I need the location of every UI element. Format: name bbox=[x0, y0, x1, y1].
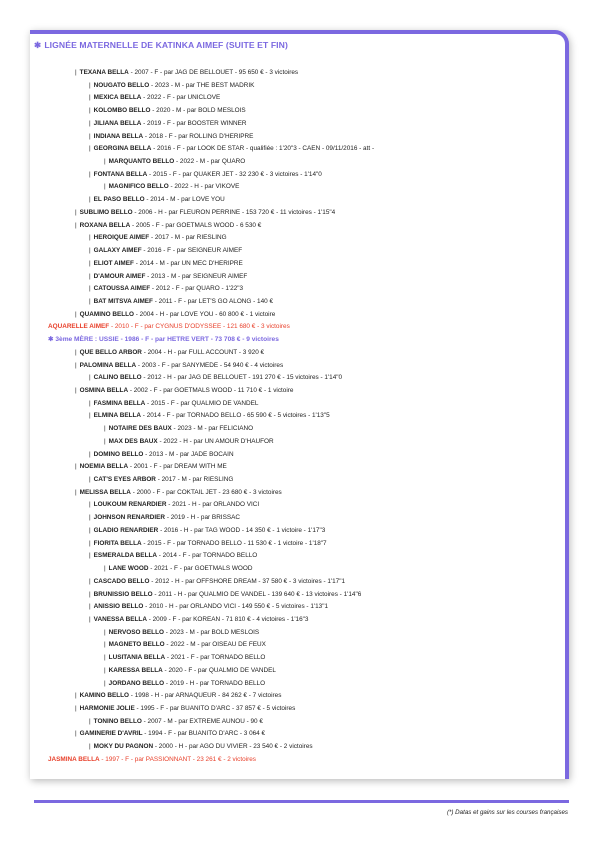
horse-name: MEXICA BELLA bbox=[93, 94, 142, 102]
list-item bbox=[89, 576, 345, 588]
list-item bbox=[89, 258, 243, 270]
horse-details: - 2019 - H - par TORNADO BELLO bbox=[164, 679, 266, 687]
horse-name: LOUKOUM RENARDIER bbox=[93, 501, 167, 509]
list-item bbox=[89, 538, 327, 550]
list-item bbox=[89, 232, 227, 244]
list-item bbox=[104, 652, 265, 664]
list-item bbox=[89, 410, 330, 422]
horse-details: - 2017 - M - par RIESLING bbox=[149, 234, 227, 242]
list-item bbox=[104, 423, 253, 435]
horse-details: - 2009 - F - par KOREAN - 71 810 € - 4 victoires - 1'16"3 bbox=[146, 615, 309, 623]
horse-name: MOKY DU PAGNON bbox=[93, 743, 154, 751]
horse-details: - 2022 - H - par VIKOVE bbox=[168, 183, 240, 191]
horse-name: NOTAIRE DES BAUX bbox=[108, 425, 172, 433]
horse-details: - 2000 - H - par AGO DU VIVIER - 23 540 € - 2 victoires bbox=[153, 743, 313, 751]
dam-entry bbox=[48, 754, 256, 766]
tree-branch-icon: | bbox=[75, 730, 77, 738]
tree-branch-icon: | bbox=[89, 590, 91, 598]
horse-details: - 2000 - F - par COKTAIL JET - 23 680 € - 3 victoires bbox=[130, 488, 282, 496]
tree-branch-icon: | bbox=[104, 158, 106, 166]
list-item bbox=[89, 169, 322, 181]
horse-name: ELMINA BELLA bbox=[93, 412, 142, 420]
list-item bbox=[89, 499, 259, 511]
horse-name: CATOUSSA AIMEF bbox=[93, 285, 151, 293]
horse-details: - 2012 - H - par JAG DE BELLOUET - 191 270 € - 15 victoires - 1'14"0 bbox=[141, 374, 343, 382]
horse-name: MAGNETO BELLO bbox=[108, 641, 165, 649]
list-item bbox=[89, 525, 325, 537]
horse-details: - 2020 - M - par BOLD MESLOIS bbox=[150, 107, 246, 115]
tree-branch-icon: | bbox=[89, 259, 91, 267]
horse-details: - 2023 - M - par BOLD MESLOIS bbox=[163, 628, 260, 636]
horse-name: GLADIO RENARDIER bbox=[93, 526, 159, 534]
horse-details: - 2007 - F - par JAG DE BELLOUET - 95 650 € - 3 victoires bbox=[128, 69, 299, 76]
tree-branch-icon: | bbox=[89, 234, 91, 242]
list-item bbox=[75, 487, 282, 499]
tree-branch-icon: | bbox=[104, 425, 106, 433]
horse-details: - 1997 - F - par PASSIONNANT - 23 261 € - 2 victoires bbox=[99, 755, 256, 763]
tree-branch-icon: | bbox=[89, 717, 91, 725]
horse-name: HEROIQUE AIMEF bbox=[93, 234, 150, 242]
list-item bbox=[89, 512, 240, 524]
horse-name: GAMINERIE D'AVRIL bbox=[79, 730, 143, 738]
tree-branch-icon: | bbox=[75, 310, 77, 318]
list-item bbox=[89, 283, 243, 295]
horse-name: MELISSA BELLA bbox=[79, 488, 131, 496]
horse-name: QUAMINO BELLO bbox=[79, 310, 134, 318]
list-item bbox=[89, 118, 246, 130]
tree-branch-icon: | bbox=[89, 132, 91, 140]
list-item bbox=[104, 665, 276, 677]
tree-branch-icon: | bbox=[89, 170, 91, 178]
horse-details: - 2015 - F - par TORNADO BELLO - 11 530 € - 1 victoire - 1'18"7 bbox=[141, 539, 327, 547]
horse-details: - 2022 - F - par UNICLOVE bbox=[141, 94, 221, 102]
list-item bbox=[89, 296, 273, 308]
tree-branch-icon: | bbox=[75, 208, 77, 216]
list-item bbox=[89, 589, 361, 601]
horse-details: - 2021 - H - par ORLANDO VICI bbox=[166, 501, 260, 509]
tree-branch-icon: | bbox=[89, 476, 91, 484]
horse-name: QUE BELLO ARBOR bbox=[79, 348, 142, 356]
horse-name: CASCADO BELLO bbox=[93, 577, 150, 585]
dam-entry bbox=[48, 321, 290, 333]
list-item bbox=[89, 143, 374, 155]
horse-name: JILIANA BELLA bbox=[93, 119, 142, 127]
horse-name: VANESSA BELLA bbox=[93, 615, 147, 623]
tree-branch-icon: | bbox=[89, 552, 91, 560]
horse-name: SUBLIMO BELLO bbox=[79, 208, 133, 216]
tree-branch-icon: | bbox=[104, 666, 106, 674]
horse-details: - 2016 - F - par SEIGNEUR AIMEF bbox=[141, 247, 243, 255]
tree-branch-icon: | bbox=[89, 119, 91, 127]
horse-details: - 2002 - F - par GOETMALS WOOD - 11 710 € - 1 victoire bbox=[128, 387, 294, 394]
horse-details: - 2010 - F - par CYGNUS D'ODYSSEE - 121 680 € - 3 victoires bbox=[109, 323, 290, 331]
horse-details: - 2017 - M - par RIESLING bbox=[155, 476, 234, 484]
tree-branch-icon: | bbox=[75, 387, 77, 394]
horse-details: - 2021 - F - par TORNADO BELLO bbox=[165, 654, 266, 662]
horse-name: FONTANA BELLA bbox=[93, 170, 148, 178]
horse-details: - 2018 - F - par ROLLING D'HERIPRE bbox=[143, 132, 254, 140]
horse-details: - 2001 - F - par DREAM WITH ME bbox=[128, 463, 227, 471]
tree-branch-icon: | bbox=[75, 488, 77, 496]
horse-details: - 2014 - F - par TORNADO BELLO - 65 590 € - 5 victoires - 1'13"5 bbox=[141, 412, 330, 420]
horse-details: - 2007 - M - par EXTREME AUNOU - 90 € bbox=[141, 717, 263, 725]
tree-branch-icon: | bbox=[89, 743, 91, 751]
tree-branch-icon: | bbox=[89, 514, 91, 522]
horse-name: MARQUANTO BELLO bbox=[108, 158, 175, 166]
horse-name: ANISSIO BELLO bbox=[93, 603, 144, 611]
tree-branch-icon: | bbox=[104, 679, 106, 687]
horse-name: NERVOSO BELLO bbox=[108, 628, 164, 636]
tree-branch-icon: | bbox=[89, 577, 91, 585]
horse-details: - 2021 - F - par GOETMALS WOOD bbox=[148, 565, 253, 573]
horse-name: BAT MITSVA AIMEF bbox=[93, 297, 153, 305]
star-icon: ✱ bbox=[34, 40, 42, 50]
horse-name: JASMINA BELLA bbox=[48, 755, 100, 763]
list-item bbox=[89, 105, 246, 117]
tree-branch-icon: | bbox=[89, 501, 91, 509]
tree-branch-icon: | bbox=[104, 628, 106, 636]
horse-details: - 2019 - F - par BOOSTER WINNER bbox=[141, 119, 247, 127]
list-item bbox=[89, 372, 342, 384]
section-title-text: LIGNÉE MATERNELLE DE KATINKA AIMEF (SUITE ET FIN) bbox=[44, 40, 288, 50]
list-item bbox=[75, 220, 261, 232]
horse-name: ELIOT AIMEF bbox=[93, 259, 134, 267]
list-item bbox=[104, 156, 245, 168]
horse-name: OSMINA BELLA bbox=[79, 387, 129, 394]
list-item bbox=[89, 741, 313, 753]
horse-details: - 2016 - F - par LOOK DE STAR - qualifiée : 1'20"3 - CAEN - 09/11/2016 - att - bbox=[151, 145, 375, 153]
list-item bbox=[89, 601, 328, 613]
horse-name: FASMINA BELLA bbox=[93, 399, 146, 407]
tree-branch-icon: | bbox=[75, 361, 77, 369]
list-item bbox=[75, 728, 265, 740]
horse-details: - 2016 - H - par TAG WOOD - 14 350 € - 1 victoire - 1'17"3 bbox=[158, 526, 326, 534]
list-item bbox=[75, 703, 295, 715]
horse-name: LANE WOOD bbox=[108, 565, 149, 573]
list-item bbox=[89, 245, 242, 257]
horse-details: - 1995 - F - par BUANITO D'ARC - 37 857 € - 5 victoires bbox=[134, 705, 296, 712]
horse-details: - 2015 - F - par QUAKER JET - 32 230 € - 3 victoires - 1'14"0 bbox=[147, 170, 322, 178]
horse-name: LUSITANIA BELLA bbox=[108, 654, 166, 662]
horse-details: - 2013 - M - par SEIGNEUR AIMEF bbox=[145, 272, 248, 280]
list-item bbox=[75, 67, 298, 79]
horse-details: - 2004 - H - par LOVE YOU - 60 800 € - 1 victoire bbox=[134, 310, 276, 318]
horse-name: JORDANO BELLO bbox=[108, 679, 165, 687]
horse-details: - 2023 - M - par THE BEST MADRIK bbox=[149, 81, 255, 89]
tree-branch-icon: | bbox=[104, 437, 106, 445]
list-item bbox=[89, 271, 247, 283]
tree-branch-icon: | bbox=[104, 654, 106, 662]
list-item bbox=[89, 398, 258, 410]
horse-name: KOLOMBO BELLO bbox=[93, 107, 151, 115]
horse-name: JOHNSON RENARDIER bbox=[93, 514, 166, 522]
tree-branch-icon: | bbox=[89, 247, 91, 255]
horse-details: - 2010 - H - par ORLANDO VICI - 149 550 € - 5 victoires - 1'13"1 bbox=[143, 603, 329, 611]
horse-name: AQUARELLE AIMEF bbox=[48, 323, 110, 331]
tree-branch-icon: | bbox=[75, 348, 77, 356]
list-item bbox=[89, 550, 257, 562]
tree-branch-icon: | bbox=[89, 107, 91, 115]
list-item bbox=[75, 461, 227, 473]
list-item bbox=[104, 678, 265, 690]
tree-branch-icon: | bbox=[89, 145, 91, 153]
tree-branch-icon: | bbox=[89, 285, 91, 293]
tree-branch-icon: | bbox=[89, 297, 91, 305]
horse-name: GALAXY AIMEF bbox=[93, 247, 142, 255]
horse-name: D'AMOUR AIMEF bbox=[93, 272, 146, 280]
horse-name: NOEMIA BELLA bbox=[79, 463, 129, 471]
tree-branch-icon: | bbox=[89, 81, 91, 89]
horse-details: - 2012 - F - par QUARO - 1'22"3 bbox=[150, 285, 244, 293]
list-item bbox=[89, 131, 253, 143]
horse-details: - 2023 - M - par FELICIANO bbox=[171, 425, 254, 433]
list-item bbox=[104, 639, 266, 651]
list-item bbox=[75, 347, 264, 359]
horse-name: HARMONIE JOLIE bbox=[79, 705, 135, 712]
list-item bbox=[75, 385, 293, 397]
horse-details: - 2003 - F - par SANYMEDE - 54 940 € - 4 victoires bbox=[136, 361, 284, 369]
tree-branch-icon: | bbox=[89, 526, 91, 534]
horse-details: - 2019 - H - par BRISSAC bbox=[165, 514, 240, 522]
horse-details: - 2020 - F - par QUALMIO DE VANDEL bbox=[162, 666, 276, 674]
horse-name: EL PASO BELLO bbox=[93, 196, 145, 204]
tree-branch-icon: | bbox=[89, 272, 91, 280]
list-item bbox=[75, 309, 275, 321]
list-item bbox=[89, 716, 263, 728]
horse-details: - 2004 - H - par FULL ACCOUNT - 3 920 € bbox=[141, 348, 265, 356]
horse-name: GEORGINA BELLA bbox=[93, 145, 152, 153]
list-item bbox=[75, 207, 335, 219]
tree-branch-icon: | bbox=[75, 463, 77, 471]
list-item bbox=[89, 92, 220, 104]
list-item bbox=[104, 627, 259, 639]
horse-name: KARESSA BELLA bbox=[108, 666, 163, 674]
horse-details: - 2011 - H - par QUALMIO DE VANDEL - 139 640 € - 13 victoires - 1'14"6 bbox=[152, 590, 362, 598]
horse-details: - 2006 - H - par FLEURON PERRINE - 153 720 € - 11 victoires - 1'15"4 bbox=[132, 208, 336, 216]
footnote: (*) Datas et gains sur les courses françaises bbox=[446, 809, 568, 816]
tree-branch-icon: | bbox=[89, 539, 91, 547]
list-item bbox=[104, 563, 252, 575]
list-item bbox=[89, 474, 233, 486]
horse-details: - 2012 - H - par OFFSHORE DREAM - 37 580 € - 3 victoires - 1'17"1 bbox=[149, 577, 346, 585]
tree-branch-icon: | bbox=[75, 692, 77, 700]
horse-details: - 1994 - F - par BUANITO D'ARC - 3 064 € bbox=[142, 730, 266, 738]
horse-details: - 2022 - M - par QUARO bbox=[174, 158, 246, 166]
horse-name: PALOMINA BELLA bbox=[79, 361, 137, 369]
tree-branch-icon: | bbox=[89, 94, 91, 102]
list-item bbox=[89, 449, 234, 461]
horse-name: MAGNIFICO BELLO bbox=[108, 183, 169, 191]
list-item bbox=[104, 181, 239, 193]
horse-details: - 2022 - M - par OISEAU DE FEUX bbox=[164, 641, 266, 649]
tree-branch-icon: | bbox=[89, 196, 91, 204]
horse-details: - 2014 - M - par LOVE YOU bbox=[144, 196, 225, 204]
footer-divider bbox=[34, 800, 569, 803]
horse-name: ROXANA BELLA bbox=[79, 221, 131, 229]
horse-name: ✱ 3ème MÈRE : USSIE - 1986 - F - par HETRE VERT - 73 708 € - 9 victoires bbox=[48, 336, 279, 344]
tree-branch-icon: | bbox=[89, 399, 91, 407]
horse-name: BRUNISSIO BELLO bbox=[93, 590, 153, 598]
tree-branch-icon: | bbox=[104, 565, 106, 573]
list-item bbox=[104, 436, 274, 448]
horse-name: CAT'S EYES ARBOR bbox=[93, 476, 156, 484]
horse-details: - 2011 - F - par LET'S GO ALONG - 140 € bbox=[152, 297, 274, 305]
horse-details: - 1998 - H - par ARNAQUEUR - 84 262 € - 7 victoires bbox=[129, 692, 282, 700]
horse-name: MAX DES BAUX bbox=[108, 437, 158, 445]
horse-name: FIORITA BELLA bbox=[93, 539, 142, 547]
horse-name: INDIANA BELLA bbox=[93, 132, 144, 140]
tree-branch-icon: | bbox=[89, 374, 91, 382]
tree-branch-icon: | bbox=[75, 69, 77, 76]
horse-details: - 2014 - F - par TORNADO BELLO bbox=[157, 552, 258, 560]
horse-details: - 2022 - H - par UN AMOUR D'HAUFOR bbox=[157, 437, 274, 445]
horse-name: TONINO BELLO bbox=[93, 717, 142, 725]
horse-details: - 2005 - F - par GOETMALS WOOD - 6 530 € bbox=[130, 221, 262, 229]
tree-branch-icon: | bbox=[75, 221, 77, 229]
horse-details: - 2013 - M - par JADE BOCAIN bbox=[143, 450, 234, 458]
tree-branch-icon: | bbox=[75, 705, 77, 712]
horse-name: KAMINO BELLO bbox=[79, 692, 130, 700]
horse-name: TEXANA BELLA bbox=[79, 69, 129, 76]
tree-branch-icon: | bbox=[89, 450, 91, 458]
list-item bbox=[75, 690, 281, 702]
horse-details: - 2014 - M - par UN MEC D'HERIPRE bbox=[133, 259, 243, 267]
horse-name: NOUGATO BELLO bbox=[93, 81, 150, 89]
generation-heading bbox=[48, 334, 279, 346]
tree-branch-icon: | bbox=[104, 641, 106, 649]
list-item bbox=[89, 614, 308, 626]
horse-name: ESMERALDA BELLA bbox=[93, 552, 157, 560]
tree-branch-icon: | bbox=[89, 603, 91, 611]
list-item bbox=[75, 360, 283, 372]
tree-branch-icon: | bbox=[89, 412, 91, 420]
horse-details: - 2015 - F - par QUALMIO DE VANDEL bbox=[145, 399, 259, 407]
horse-name: DOMINO BELLO bbox=[93, 450, 144, 458]
section-title bbox=[34, 40, 288, 51]
horse-name: CALINO BELLO bbox=[93, 374, 142, 382]
list-item bbox=[89, 80, 254, 92]
list-item bbox=[89, 194, 225, 206]
tree-branch-icon: | bbox=[104, 183, 106, 191]
tree-branch-icon: | bbox=[89, 615, 91, 623]
